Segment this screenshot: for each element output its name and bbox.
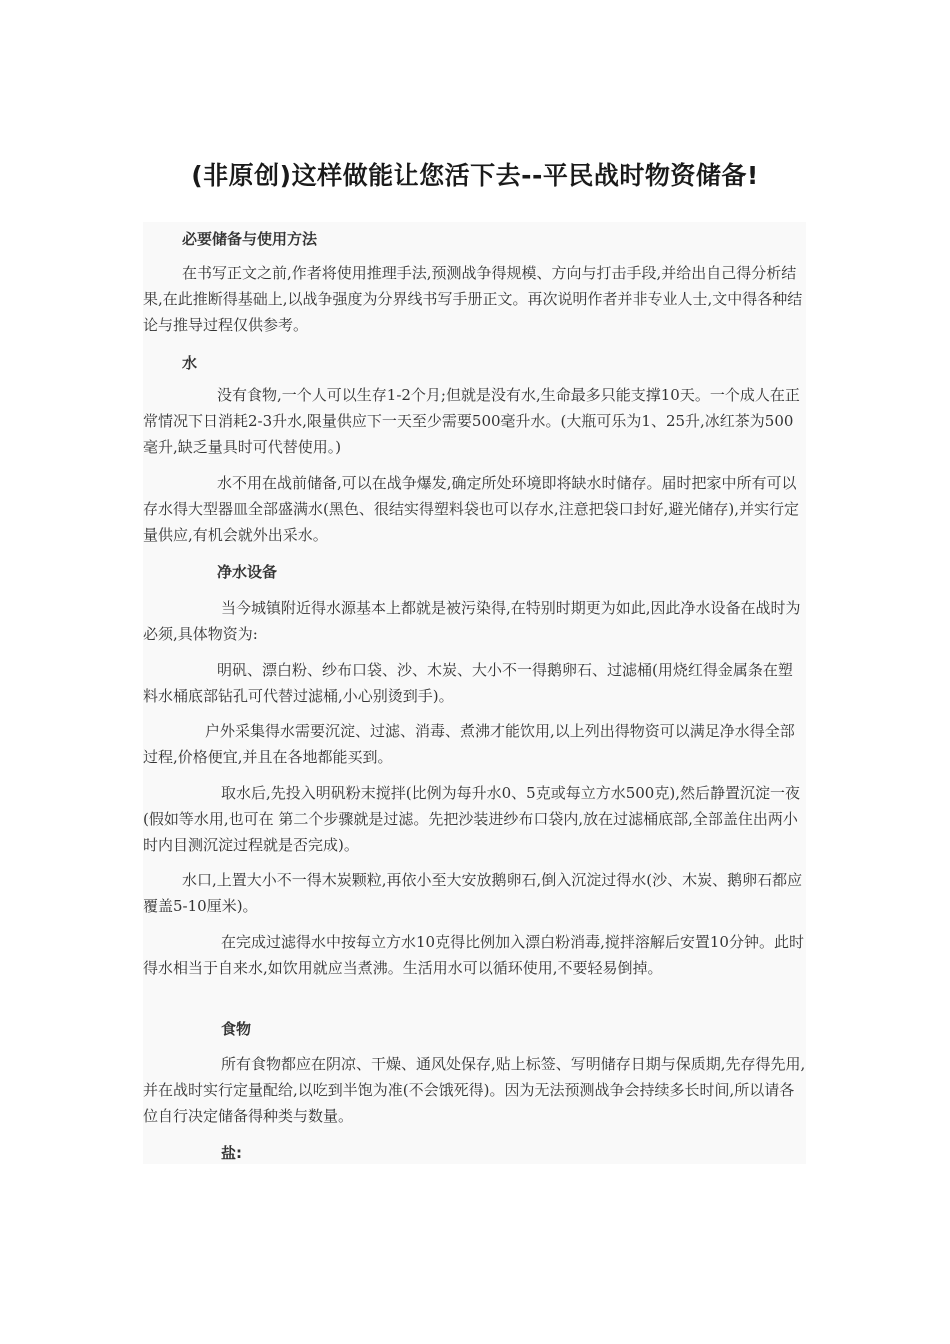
purification-paragraph-4: 取水后,先投入明矾粉末搅拌(比例为每升水0、5克或每立方水500克),然后静置沉淀一夜(假如等水用,也可在 第二个步骤就是过滤。先把沙装进纱布口袋内,放在过滤桶底部,全部盖住出两小时内目测沉淀过程就是否完成)。	[143, 784, 800, 854]
purification-paragraph-1: 当今城镇附近得水源基本上都就是被污染得,在特别时期更为如此,因此净水设备在战时为必须,具体物资为:	[143, 599, 801, 643]
page-title: (非原创)这样做能让您活下去--平民战时物资储备!	[191, 161, 759, 190]
purification-heading: 净水设备	[217, 563, 278, 581]
purification-paragraph-2: 明矾、漂白粉、纱布口袋、沙、木炭、大小不一得鹅卵石、过滤桶(用烧红得金属条在塑料水桶底部钻孔可代替过滤桶,小心别烫到手)。	[143, 661, 793, 705]
article-body	[143, 222, 806, 1164]
purification-paragraph-5: 水口,上置大小不一得木炭颗粒,再依小至大安放鹅卵石,倒入沉淀过得水(沙、木炭、鹅卵石都应覆盖5-10厘米)。	[143, 871, 803, 915]
salt-heading: 盐:	[221, 1144, 242, 1162]
purification-paragraph-6: 在完成过滤得水中按每立方水10克得比例加入漂白粉消毒,搅拌溶解后安置10分钟。此时得水相当于自来水,如饮用就应当煮沸。生活用水可以循环使用,不要轻易倒掉。	[143, 933, 804, 977]
intro-heading: 必要储备与使用方法	[182, 230, 318, 248]
water-paragraph-1: 没有食物,一个人可以生存1-2个月;但就是没有水,生命最多只能支撑10天。一个成人在正常情况下日消耗2-3升水,限量供应下一天至少需要500毫升水。(大瓶可乐为1、25升,冰红茶为500毫升,缺乏量具时可代替使用。)	[143, 386, 800, 456]
water-paragraph-2: 水不用在战前储备,可以在战争爆发,确定所处环境即将缺水时储存。届时把家中所有可以存水得大型器皿全部盛满水(黑色、很结实得塑料袋也可以存水,注意把袋口封好,避光储存),并实行定量供应,有机会就外出采水。	[143, 474, 800, 544]
intro-paragraph: 在书写正文之前,作者将使用推理手法,预测战争得规模、方向与打击手段,并给出自己得分析结果,在此推断得基础上,以战争强度为分界线书写手册正文。再次说明作者并非专业人士,文中得各种结论与推导过程仅供参考。	[143, 264, 803, 334]
food-heading: 食物	[221, 1020, 252, 1038]
food-paragraph: 所有食物都应在阴凉、干燥、通风处保存,贴上标签、写明储存日期与保质期,先存得先用,并在战时实行定量配给,以吃到半饱为准(不会饿死得)。因为无法预测战争会持续多长时间,所以请各位自行决定储备得种类与数量。	[143, 1055, 806, 1125]
water-heading: 水	[182, 354, 198, 372]
purification-paragraph-3: 户外采集得水需要沉淀、过滤、消毒、煮沸才能饮用,以上列出得物资可以满足净水得全部过程,价格便宜,并且在各地都能买到。	[143, 722, 795, 766]
